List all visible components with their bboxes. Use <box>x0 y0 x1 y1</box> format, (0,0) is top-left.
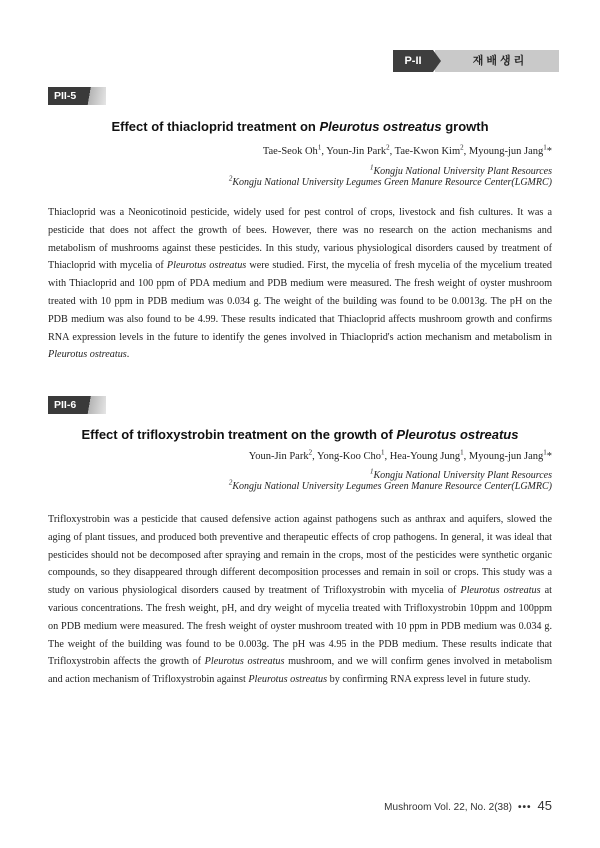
affiliation-text: Kongju National University Legumes Green Manure Resource Center(LGMRC) <box>232 481 552 492</box>
author-separator: , <box>384 451 390 462</box>
abstract-text: by confirming RNA express level in future study. <box>327 674 531 686</box>
author-name: Youn-Jin Park <box>326 146 387 157</box>
section-code: P-II <box>393 50 433 72</box>
author-separator: * <box>546 146 552 157</box>
author-list <box>48 448 552 462</box>
affiliation-line <box>48 163 552 177</box>
affiliation-number: 2 <box>228 478 233 487</box>
abstract-paragraph <box>48 204 552 364</box>
author-affiliation-mark: 1 <box>543 448 547 457</box>
affiliation-list <box>48 163 552 188</box>
species-name: Pleurotus ostreatus <box>166 260 247 272</box>
separator-dots: ••• <box>518 802 532 813</box>
affiliation-number: 1 <box>369 163 374 172</box>
author-affiliation-mark: 2 <box>308 448 313 457</box>
section-name: 재배생리 <box>435 50 559 72</box>
author-affiliation-mark: 1 <box>460 448 464 457</box>
author-name: Tae-Kwon Kim <box>394 146 461 157</box>
author-affiliation-mark: 1 <box>543 143 547 152</box>
affiliation-number: 2 <box>228 174 233 183</box>
author-name: Tae-Seok Oh <box>262 146 318 157</box>
article-id-badge: PII-5 <box>48 87 106 105</box>
journal-citation: Mushroom Vol. 22, No. 2(38) <box>384 802 513 813</box>
author-affiliation-mark: 2 <box>460 143 464 152</box>
abstract-text: mushroom, and we will confirm genes involved in metabolism and action mechanism of Trifloxystrobin against <box>48 656 553 686</box>
affiliation-text: Kongju National University Legumes Green Manure Resource Center(LGMRC) <box>232 177 552 188</box>
author-affiliation-mark: 1 <box>317 143 322 152</box>
affiliation-line <box>48 478 552 492</box>
author-separator: , <box>312 451 317 462</box>
author-name: Myoung-jun Jang <box>468 146 544 157</box>
title-species: Pleurotus ostreatus <box>319 119 442 134</box>
page-number: 45 <box>537 798 552 813</box>
abstract-text: at various concentrations. The fresh weight, pH, and dry weight of mycelia treated with Trifloxystrobin 10ppm and 100ppm on PDB medium were measured. The fresh weight of oyster mushroom treated with 10 ppm in PDB medium was 0.034 g. The weight of the building was found to be 0.003g. The pH was 4.95 in the PDB medium. These results indicate that Trifloxystrobin affects the growth of <box>48 585 553 668</box>
author-separator: , <box>463 146 469 157</box>
affiliation-line <box>48 174 552 188</box>
author-name: Youn-Jin Park <box>248 451 309 462</box>
article-id-badge: PII-6 <box>48 396 106 414</box>
page-footer <box>384 798 552 813</box>
title-text-end: growth <box>441 119 489 134</box>
section-header-tab <box>393 50 559 72</box>
abstract-text: Trifloxystrobin was a pesticide that caused defensive action against pathogens such as anthrax and aquifers, slowed the aging of plant tissues, and produced both preventive and therapeutic effects of crop pathogens. In general, it was ideal that pesticides should not be decomposed after spraying and remain in the crops, most of the pesticides were synthetic organic compounds, so they disappeared through different decomposition processes and remain in soil or crops. This study was a study on various physiological disorders caused by treatment of Trifloxystrobin with mycelia of <box>48 514 552 597</box>
article-title <box>48 119 552 134</box>
author-affiliation-mark: 1 <box>380 448 385 457</box>
species-name: Pleurotus ostreatus <box>204 656 285 668</box>
author-name: Myoung-jun Jang <box>468 451 544 462</box>
author-separator: , <box>321 146 327 157</box>
abstract-text: were studied. First, the mycelia of fresh mycelia of the mycelium treated with Thiacloprid and 100 ppm of PDA medium and PDB medium were measured. The fresh weight of oyster mushroom treated with 10 ppm in PDB medium was 0.034 g. The weight of the building was found to be 0.0013g. The pH on the PDB medium was also found to be 4.99. These results indicated that Thiacloprid affects mushroom growth and confirms RNA expression levels in the future to identify the genes involved in Thiacloprid's action mechanism and metabolism in <box>48 260 553 343</box>
abstract-paragraph <box>48 511 552 689</box>
species-name: Pleurotus ostreatus <box>48 349 127 361</box>
species-name: Pleurotus ostreatus <box>460 585 541 597</box>
author-list <box>48 143 552 157</box>
article-title <box>48 427 552 442</box>
abstract-text: Thiacloprid was a Neonicotinoid pesticide, widely used for pest control of crops, livestock and fish cultures. It was a pesticide that does not affect the growth of bees. However, there was no research on the action mechanisms and metabolism of mushrooms against these pesticides. In this study, various physiological disorders caused by treatment of Thiacloprid with mycelia of <box>48 207 552 272</box>
author-name: Hea-Young Jung <box>389 451 461 462</box>
author-separator: * <box>546 451 552 462</box>
abstract-text: . <box>126 349 130 361</box>
affiliation-text: Kongju National University Plant Resources <box>373 470 552 481</box>
author-separator: , <box>463 451 469 462</box>
title-species: Pleurotus ostreatus <box>396 427 519 442</box>
author-name: Yong-Koo Cho <box>316 451 381 462</box>
species-name: Pleurotus ostreatus <box>248 674 328 686</box>
affiliation-list <box>48 467 552 492</box>
title-text: Effect of thiacloprid treatment on <box>111 119 320 134</box>
title-text: Effect of trifloxystrobin treatment on the growth of <box>81 427 397 442</box>
affiliation-line <box>48 467 552 481</box>
author-separator: , <box>389 146 395 157</box>
affiliation-text: Kongju National University Plant Resources <box>373 166 552 177</box>
affiliation-number: 1 <box>369 467 374 476</box>
author-affiliation-mark: 2 <box>386 143 390 152</box>
